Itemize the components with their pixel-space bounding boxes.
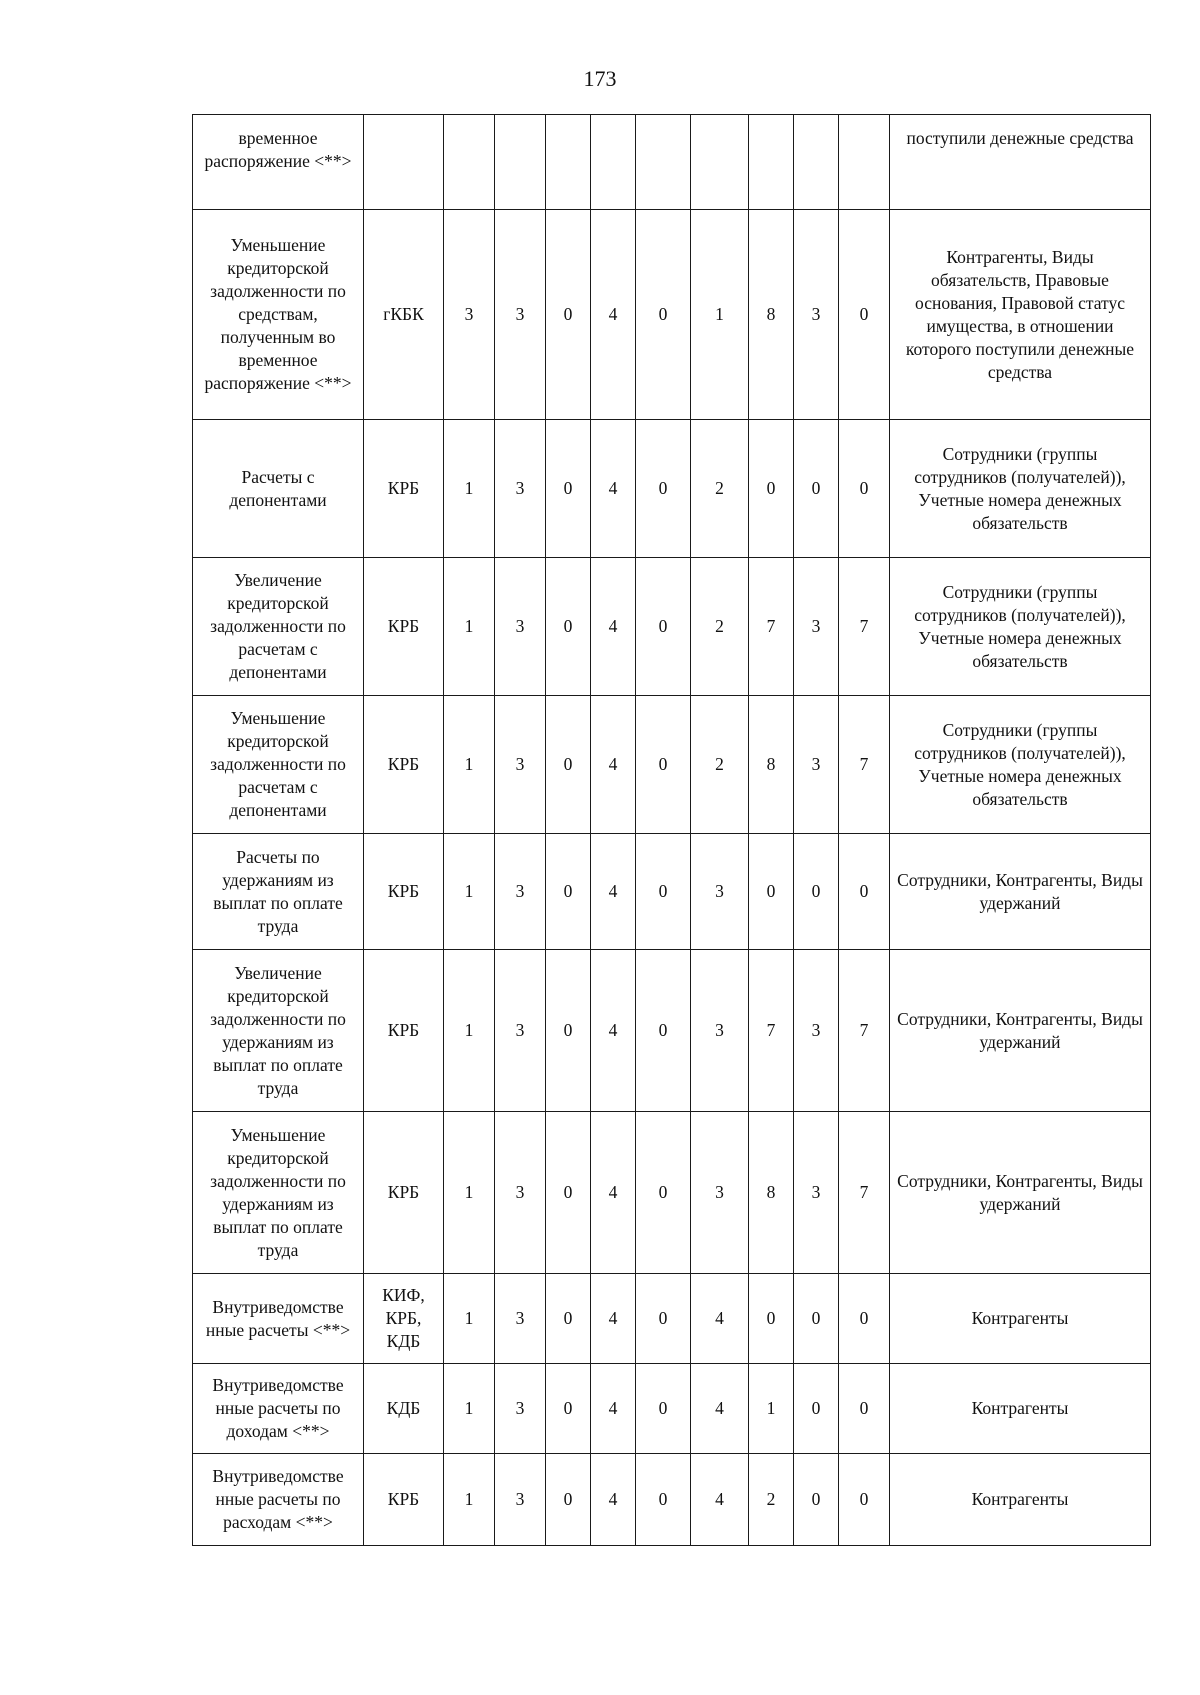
account-digit-cell: 4 (591, 1454, 636, 1546)
account-digit-cell: 0 (636, 1454, 691, 1546)
account-name-cell: Уменьшение кредиторской задолженности по средствам, полученным во временное распоряжение <**> (193, 210, 364, 420)
analytics-cell: Сотрудники, Контрагенты, Виды удержаний (890, 950, 1151, 1112)
account-digit-cell: 0 (546, 696, 591, 834)
table-row (193, 696, 1151, 834)
account-digit-cell: 0 (794, 1274, 839, 1364)
account-digit-cell: 0 (546, 210, 591, 420)
account-digit-cell: 3 (691, 834, 749, 950)
code-type-cell: КРБ (364, 1454, 444, 1546)
accounts-table (192, 114, 1151, 1546)
account-digit-cell: 0 (636, 1364, 691, 1454)
account-digit-cell: 0 (794, 1454, 839, 1546)
code-type-cell: КРБ (364, 834, 444, 950)
account-digit-cell: 1 (444, 1274, 495, 1364)
account-digit-cell (444, 115, 495, 210)
account-digit-cell: 0 (839, 1274, 890, 1364)
account-digit-cell: 4 (591, 1364, 636, 1454)
account-digit-cell: 0 (636, 696, 691, 834)
account-digit-cell: 3 (794, 210, 839, 420)
account-digit-cell: 7 (839, 1112, 890, 1274)
account-digit-cell: 3 (691, 950, 749, 1112)
account-digit-cell: 0 (636, 834, 691, 950)
account-digit-cell: 1 (444, 834, 495, 950)
account-digit-cell: 1 (444, 558, 495, 696)
account-digit-cell: 0 (636, 950, 691, 1112)
table-row (193, 1364, 1151, 1454)
account-digit-cell: 0 (636, 210, 691, 420)
account-digit-cell: 3 (495, 950, 546, 1112)
code-type-cell: КРБ (364, 950, 444, 1112)
account-digit-cell: 3 (495, 558, 546, 696)
account-digit-cell: 2 (691, 558, 749, 696)
account-digit-cell: 1 (444, 950, 495, 1112)
account-digit-cell: 4 (591, 950, 636, 1112)
account-name-cell: Внутриведомстве нные расчеты по доходам <**> (193, 1364, 364, 1454)
account-digit-cell: 0 (794, 420, 839, 558)
account-digit-cell: 3 (495, 1112, 546, 1274)
account-name-cell: Увеличение кредиторской задолженности по удержаниям из выплат по оплате труда (193, 950, 364, 1112)
account-digit-cell: 0 (546, 420, 591, 558)
account-digit-cell: 0 (636, 558, 691, 696)
account-digit-cell (636, 115, 691, 210)
account-digit-cell: 0 (839, 1454, 890, 1546)
account-digit-cell: 7 (749, 950, 794, 1112)
account-name-cell: Уменьшение кредиторской задолженности по удержаниям из выплат по оплате труда (193, 1112, 364, 1274)
account-digit-cell: 4 (691, 1364, 749, 1454)
code-type-cell: КИФ, КРБ, КДБ (364, 1274, 444, 1364)
account-digit-cell: 4 (591, 558, 636, 696)
account-digit-cell: 0 (636, 420, 691, 558)
analytics-cell: Контрагенты (890, 1454, 1151, 1546)
account-digit-cell: 0 (794, 834, 839, 950)
account-digit-cell: 4 (691, 1454, 749, 1546)
account-digit-cell (691, 115, 749, 210)
account-digit-cell: 4 (691, 1274, 749, 1364)
table-row (193, 420, 1151, 558)
account-digit-cell: 4 (591, 696, 636, 834)
account-name-cell: Расчеты с депонентами (193, 420, 364, 558)
code-type-cell (364, 115, 444, 210)
account-digit-cell: 1 (444, 696, 495, 834)
table-row (193, 1274, 1151, 1364)
page-number: 173 (583, 66, 617, 91)
account-digit-cell: 3 (495, 1274, 546, 1364)
account-digit-cell: 3 (495, 1364, 546, 1454)
account-digit-cell: 2 (691, 696, 749, 834)
account-digit-cell: 3 (794, 696, 839, 834)
code-type-cell: гКБК (364, 210, 444, 420)
account-digit-cell: 3 (495, 834, 546, 950)
account-name-cell: Внутриведомстве нные расчеты по расходам <**> (193, 1454, 364, 1546)
code-type-cell: КРБ (364, 420, 444, 558)
account-digit-cell: 7 (839, 696, 890, 834)
analytics-cell: поступили денежные средства (890, 115, 1151, 210)
table-row (193, 834, 1151, 950)
account-name-cell: временное распоряжение <**> (193, 115, 364, 210)
account-digit-cell: 4 (591, 420, 636, 558)
account-digit-cell: 7 (839, 950, 890, 1112)
account-digit-cell: 1 (749, 1364, 794, 1454)
account-digit-cell: 1 (444, 1454, 495, 1546)
account-digit-cell: 3 (794, 950, 839, 1112)
account-digit-cell: 4 (591, 1274, 636, 1364)
account-digit-cell: 8 (749, 210, 794, 420)
account-digit-cell: 0 (546, 950, 591, 1112)
account-digit-cell: 0 (839, 1364, 890, 1454)
analytics-cell: Сотрудники (группы сотрудников (получателей)), Учетные номера денежных обязательств (890, 420, 1151, 558)
account-digit-cell: 4 (591, 1112, 636, 1274)
account-digit-cell: 3 (495, 210, 546, 420)
account-digit-cell: 3 (691, 1112, 749, 1274)
account-digit-cell: 3 (495, 1454, 546, 1546)
account-digit-cell: 1 (444, 420, 495, 558)
account-digit-cell: 0 (546, 1112, 591, 1274)
account-digit-cell: 2 (691, 420, 749, 558)
account-digit-cell: 3 (794, 558, 839, 696)
analytics-cell: Сотрудники (группы сотрудников (получателей)), Учетные номера денежных обязательств (890, 696, 1151, 834)
table-row (193, 210, 1151, 420)
account-digit-cell: 0 (749, 420, 794, 558)
account-digit-cell: 0 (546, 834, 591, 950)
code-type-cell: КДБ (364, 1364, 444, 1454)
account-digit-cell: 2 (749, 1454, 794, 1546)
account-digit-cell: 0 (636, 1274, 691, 1364)
account-digit-cell: 0 (546, 1454, 591, 1546)
account-digit-cell: 0 (749, 834, 794, 950)
account-digit-cell: 7 (749, 558, 794, 696)
account-digit-cell (591, 115, 636, 210)
account-digit-cell: 0 (546, 1274, 591, 1364)
analytics-cell: Сотрудники, Контрагенты, Виды удержаний (890, 1112, 1151, 1274)
account-digit-cell: 3 (495, 420, 546, 558)
account-name-cell: Увеличение кредиторской задолженности по расчетам с депонентами (193, 558, 364, 696)
table-row (193, 950, 1151, 1112)
account-digit-cell: 1 (444, 1364, 495, 1454)
table-row (193, 1454, 1151, 1546)
account-digit-cell (749, 115, 794, 210)
account-digit-cell: 0 (749, 1274, 794, 1364)
account-digit-cell: 8 (749, 696, 794, 834)
account-digit-cell: 8 (749, 1112, 794, 1274)
account-digit-cell: 0 (636, 1112, 691, 1274)
account-digit-cell: 0 (546, 1364, 591, 1454)
account-digit-cell: 0 (839, 834, 890, 950)
account-digit-cell: 1 (691, 210, 749, 420)
analytics-cell: Сотрудники (группы сотрудников (получателей)), Учетные номера денежных обязательств (890, 558, 1151, 696)
account-digit-cell (794, 115, 839, 210)
account-digit-cell: 7 (839, 558, 890, 696)
code-type-cell: КРБ (364, 696, 444, 834)
analytics-cell: Контрагенты (890, 1364, 1151, 1454)
code-type-cell: КРБ (364, 558, 444, 696)
account-digit-cell: 0 (839, 420, 890, 558)
table-row (193, 1112, 1151, 1274)
code-type-cell: КРБ (364, 1112, 444, 1274)
account-digit-cell (839, 115, 890, 210)
analytics-cell: Контрагенты (890, 1274, 1151, 1364)
analytics-cell: Сотрудники, Контрагенты, Виды удержаний (890, 834, 1151, 950)
account-digit-cell: 4 (591, 210, 636, 420)
table-body (193, 115, 1151, 1546)
table-row (193, 115, 1151, 210)
account-digit-cell (546, 115, 591, 210)
account-digit-cell: 3 (794, 1112, 839, 1274)
account-name-cell: Расчеты по удержаниям из выплат по оплате труда (193, 834, 364, 950)
account-digit-cell (495, 115, 546, 210)
account-digit-cell: 3 (495, 696, 546, 834)
account-digit-cell: 0 (794, 1364, 839, 1454)
account-digit-cell: 1 (444, 1112, 495, 1274)
account-digit-cell: 4 (591, 834, 636, 950)
account-digit-cell: 0 (839, 210, 890, 420)
account-name-cell: Уменьшение кредиторской задолженности по расчетам с депонентами (193, 696, 364, 834)
table-row (193, 558, 1151, 696)
account-digit-cell: 3 (444, 210, 495, 420)
analytics-cell: Контрагенты, Виды обязательств, Правовые основания, Правовой статус имущества, в отношении которого поступили денежные средства (890, 210, 1151, 420)
account-digit-cell: 0 (546, 558, 591, 696)
account-name-cell: Внутриведомстве нные расчеты <**> (193, 1274, 364, 1364)
